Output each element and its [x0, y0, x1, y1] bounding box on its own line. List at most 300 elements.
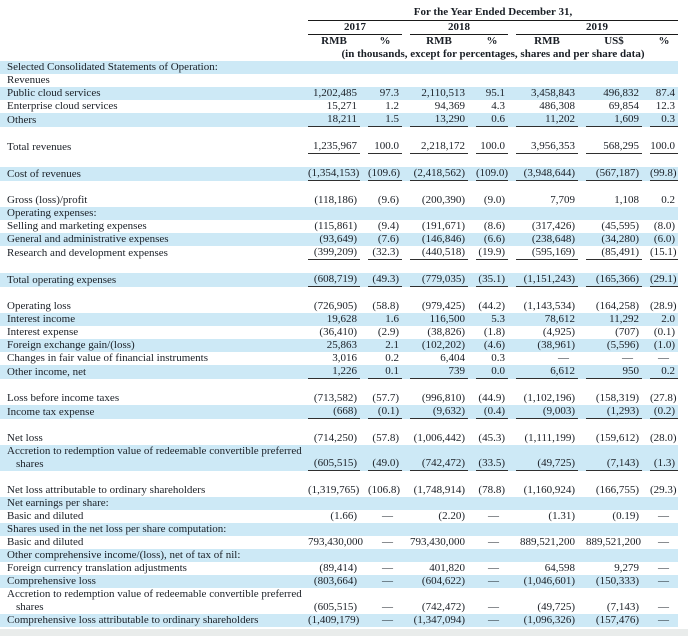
value-cell: (1,409,179) [300, 614, 360, 627]
value-cell: — [658, 601, 669, 613]
row-label: Foreign currency translation adjustments [7, 562, 187, 574]
value-cell: (45,595) [601, 220, 639, 232]
value-cell: (0.2) [642, 405, 678, 419]
value-cell: (146,846) [402, 233, 468, 246]
units-note-row [0, 48, 678, 61]
value-cell: — [360, 614, 402, 627]
table-row [0, 313, 678, 326]
value-cell: — [642, 614, 678, 627]
value-cell: (399,209) [300, 246, 360, 260]
value-cell: — [488, 601, 499, 613]
value-cell: 3,016 [332, 352, 357, 364]
value-cell: (979,425) [421, 300, 465, 312]
value-cell [578, 523, 642, 536]
year-2019-label: 2019 [516, 21, 678, 35]
table-row [0, 61, 678, 74]
value-cell: 0.0 [468, 365, 508, 379]
value-cell: (1,046,601) [508, 575, 578, 588]
value-cell [642, 497, 678, 510]
value-cell: (106.8) [368, 484, 401, 496]
value-cell [578, 207, 642, 220]
value-cell [360, 497, 402, 510]
col-2019-pct-label: % [658, 35, 670, 47]
spacer-cell [0, 127, 678, 140]
header-spacer [0, 48, 300, 61]
value-cell: 0.1 [360, 365, 402, 379]
value-cell [300, 207, 360, 220]
value-cell: (2,418,562) [402, 167, 468, 181]
col-2017-pct-label: % [379, 35, 391, 47]
row-label: Revenues [7, 74, 50, 86]
value-cell: 6,404 [440, 352, 465, 364]
value-cell: (32.3) [360, 246, 402, 260]
value-cell: (3,948,644) [508, 167, 578, 181]
value-cell: (0.1) [653, 326, 675, 338]
value-cell: 0.3 [491, 352, 505, 364]
value-cell: (317,426) [531, 220, 575, 232]
period-title-cell [300, 3, 678, 21]
row-label: Shares used in the net loss per share computation: [0, 523, 300, 536]
row-label: Public cloud services [0, 87, 300, 100]
value-cell: (1,347,094) [402, 614, 468, 627]
value-cell: (33.5) [468, 445, 508, 471]
value-cell [402, 61, 468, 74]
income-statement-table [0, 3, 678, 627]
value-cell [360, 74, 402, 87]
value-cell: 889,521,200 [586, 536, 641, 548]
value-cell [642, 61, 678, 74]
value-cell: (109.0) [468, 167, 508, 181]
value-cell: 1,235,967 [300, 140, 360, 154]
col-2018-rmb [402, 35, 468, 48]
value-cell: 2,110,513 [402, 87, 468, 100]
spacer-cell [0, 419, 678, 432]
value-cell [300, 497, 360, 510]
value-cell: (99.8) [642, 167, 678, 181]
value-cell: (38,826) [427, 326, 465, 338]
value-cell: (1,102,196) [523, 392, 575, 404]
value-cell: (0.4) [468, 405, 508, 419]
value-cell [468, 497, 508, 510]
table-row [0, 432, 678, 445]
value-cell: 64,598 [544, 562, 575, 574]
value-cell: (668) [300, 405, 360, 419]
value-cell [642, 549, 678, 562]
value-cell: — [642, 575, 678, 588]
value-cell: 0.2 [661, 194, 675, 206]
value-cell [300, 549, 360, 562]
value-cell: (36,410) [319, 326, 357, 338]
value-cell [642, 523, 678, 536]
row-label: Comprehensive loss [0, 575, 300, 588]
spacer-cell [0, 260, 678, 273]
value-cell [468, 207, 508, 220]
value-cell [508, 497, 578, 510]
value-cell: (713,582) [313, 392, 357, 404]
value-cell: (1,006,442) [413, 432, 465, 444]
value-cell [360, 61, 402, 74]
row-label: Accretion to redemption value of redeemable convertible preferred shares [0, 445, 300, 471]
value-cell: 4.3 [491, 100, 505, 112]
value-cell: 1,226 [300, 365, 360, 379]
value-cell [402, 549, 468, 562]
value-cell [508, 207, 578, 220]
value-cell: (118,186) [314, 194, 357, 206]
table-row [0, 549, 678, 562]
value-cell: (1,096,326) [508, 614, 578, 627]
row-label: Others [0, 113, 300, 127]
value-cell: — [382, 510, 393, 522]
col-2019-rmb-label: RMB [534, 35, 560, 47]
value-cell: (158,319) [595, 392, 639, 404]
value-cell: 25,863 [300, 339, 360, 352]
year-2017-cell [300, 21, 402, 35]
value-cell: (157,476) [578, 614, 642, 627]
table-row [0, 405, 678, 419]
row-label: Loss before income taxes [7, 392, 120, 404]
spacer-cell [0, 181, 678, 194]
spacer-row [0, 154, 678, 167]
value-cell: (7.6) [360, 233, 402, 246]
value-cell: 18,211 [300, 113, 360, 127]
table-row [0, 167, 678, 181]
value-cell: (2.9) [377, 326, 399, 338]
row-label: Basic and diluted [7, 536, 84, 548]
value-cell: (1.0) [642, 339, 678, 352]
spacer-row [0, 127, 678, 140]
col-2019-usd [578, 35, 642, 48]
value-cell: (1,151,243) [508, 273, 578, 287]
value-cell [360, 523, 402, 536]
year-2017-label: 2017 [308, 21, 402, 35]
value-cell [300, 523, 360, 536]
table-row [0, 87, 678, 100]
value-cell: (57.7) [372, 392, 399, 404]
value-cell [402, 74, 468, 87]
value-cell: 97.3 [360, 87, 402, 100]
table-row [0, 140, 678, 154]
value-cell: (5,596) [578, 339, 642, 352]
value-cell: 3,956,353 [508, 140, 578, 154]
units-note-cell [300, 48, 678, 61]
col-2018-pct [468, 35, 508, 48]
table-row [0, 588, 678, 614]
spacer-row [0, 471, 678, 484]
value-cell: (49,725) [537, 601, 575, 613]
value-cell: 1,108 [614, 194, 639, 206]
value-cell: (166,755) [595, 484, 639, 496]
value-cell: 12.3 [655, 100, 675, 112]
col-2018-rmb-label: RMB [426, 35, 452, 47]
value-cell: (4,925) [542, 326, 575, 338]
value-cell: 9,279 [614, 562, 639, 574]
value-cell [508, 549, 578, 562]
table-row [0, 523, 678, 536]
value-cell: (109.6) [360, 167, 402, 181]
row-label: General and administrative expenses [0, 233, 300, 246]
row-label: Other income, net [0, 365, 300, 379]
value-cell [578, 497, 642, 510]
col-2018-pct-label: % [486, 35, 498, 47]
value-cell: 11,202 [508, 113, 578, 127]
value-cell: — [658, 536, 669, 548]
value-cell: (1,143,534) [523, 300, 575, 312]
value-cell: (8.0) [653, 220, 675, 232]
value-cell: (567,187) [578, 167, 642, 181]
value-cell: 7,709 [550, 194, 575, 206]
table-row [0, 194, 678, 207]
value-cell: 739 [402, 365, 468, 379]
row-label: Total operating expenses [0, 273, 300, 287]
value-cell: (44.9) [478, 392, 505, 404]
value-cell: 5.3 [468, 313, 508, 326]
value-cell [300, 61, 360, 74]
value-cell: 486,308 [539, 100, 575, 112]
value-cell: (1.31) [548, 510, 575, 522]
row-label: Other comprehensive income/(loss), net of tax of nil: [0, 549, 300, 562]
table-row [0, 352, 678, 365]
col-2019-pct [642, 35, 678, 48]
value-cell [402, 497, 468, 510]
value-cell: (742,472) [421, 601, 465, 613]
row-label: Accretion to redemption value of redeemable convertible preferred shares [7, 588, 302, 613]
table-row [0, 510, 678, 523]
year-2019-cell [508, 21, 678, 35]
row-label: Basic and diluted [7, 510, 84, 522]
table-row [0, 562, 678, 575]
value-cell: (29.1) [642, 273, 678, 287]
value-cell: (164,258) [595, 300, 639, 312]
value-cell [468, 61, 508, 74]
value-cell: (15.1) [650, 246, 677, 258]
value-cell: 11,292 [578, 313, 642, 326]
value-cell: (200,390) [421, 194, 465, 206]
value-cell: (0.1) [360, 405, 402, 419]
value-cell: 15,271 [326, 100, 357, 112]
value-cell: (440,518) [402, 246, 468, 260]
value-cell: — [468, 575, 508, 588]
value-cell: (27.8) [650, 392, 677, 404]
col-2019-rmb [508, 35, 578, 48]
value-cell [360, 549, 402, 562]
value-cell: 2,218,172 [402, 140, 468, 154]
table-row [0, 365, 678, 379]
currency-header-row [0, 35, 678, 48]
value-cell: (9,003) [508, 405, 578, 419]
value-cell: (803,664) [300, 575, 360, 588]
value-cell: 69,854 [608, 100, 639, 112]
spacer-row [0, 379, 678, 392]
row-label: Income tax expense [0, 405, 300, 419]
table-row [0, 339, 678, 352]
value-cell: (150,333) [578, 575, 642, 588]
value-cell: (1,354,153) [300, 167, 360, 181]
value-cell: (19.9) [468, 246, 508, 260]
value-cell: — [488, 562, 499, 574]
value-cell: (1,160,924) [523, 484, 575, 496]
value-cell: (38,961) [508, 339, 578, 352]
header-spacer [0, 21, 300, 35]
table-row [0, 74, 678, 87]
spacer-cell [0, 379, 678, 392]
value-cell [578, 61, 642, 74]
row-label: Net loss attributable to ordinary shareholders [7, 484, 206, 496]
value-cell: 100.0 [468, 140, 508, 154]
value-cell [402, 207, 468, 220]
value-cell: (34,280) [578, 233, 642, 246]
spacer-cell [0, 154, 678, 167]
value-cell [508, 523, 578, 536]
value-cell: 401,820 [429, 562, 465, 574]
value-cell [508, 74, 578, 87]
value-cell: (9,632) [402, 405, 468, 419]
value-cell: (49.0) [360, 445, 402, 471]
value-cell: (605,515) [313, 601, 357, 613]
value-cell: (85,491) [578, 246, 642, 260]
value-cell: 889,521,200 [520, 536, 575, 548]
value-cell: (191,671) [421, 220, 465, 232]
row-label: Cost of revenues [0, 167, 300, 181]
bottom-edge-strip [0, 629, 688, 636]
units-note: (in thousands, except for percentages, shares and per share data) [341, 48, 645, 60]
table-row [0, 246, 678, 260]
value-cell: 2.1 [360, 339, 402, 352]
value-cell: — [558, 352, 569, 364]
value-cell: 94,369 [434, 100, 465, 112]
value-cell: 1.2 [385, 100, 399, 112]
table-row [0, 484, 678, 497]
table-row [0, 326, 678, 339]
value-cell: (8.6) [483, 220, 505, 232]
row-label: Net loss [7, 432, 43, 444]
spacer-row [0, 260, 678, 273]
value-cell: (1,293) [578, 405, 642, 419]
table-row [0, 497, 678, 510]
value-cell: 13,290 [402, 113, 468, 127]
value-cell: 568,295 [578, 140, 642, 154]
value-cell [360, 207, 402, 220]
value-cell: (6.0) [642, 233, 678, 246]
table-row [0, 233, 678, 246]
value-cell: (996,810) [421, 392, 465, 404]
row-label: Selected Consolidated Statements of Operation: [0, 61, 300, 74]
value-cell: 3,458,843 [508, 87, 578, 100]
row-label: Net earnings per share: [0, 497, 300, 510]
value-cell: (1.8) [483, 326, 505, 338]
table-row [0, 100, 678, 113]
table-row [0, 113, 678, 127]
value-cell: (742,472) [402, 445, 468, 471]
value-cell: (45.3) [478, 432, 505, 444]
header-spacer [0, 35, 300, 48]
year-header-row [0, 21, 678, 35]
value-cell: 793,430,000 [410, 536, 465, 548]
value-cell: — [382, 562, 393, 574]
row-label: Comprehensive loss attributable to ordinary shareholders [0, 614, 300, 627]
value-cell: — [658, 562, 669, 574]
value-cell: — [382, 601, 393, 613]
col-2017-pct [360, 35, 402, 48]
value-cell [508, 61, 578, 74]
value-cell: 6,612 [508, 365, 578, 379]
spacer-row [0, 287, 678, 300]
value-cell: (93,649) [300, 233, 360, 246]
value-cell [468, 523, 508, 536]
year-2018-cell [402, 21, 508, 35]
value-cell: (608,719) [300, 273, 360, 287]
value-cell: (595,169) [508, 246, 578, 260]
row-label: Research and development expenses [7, 247, 168, 259]
period-header-row [0, 3, 678, 21]
value-cell: (7,143) [578, 445, 642, 471]
value-cell: (2.20) [438, 510, 465, 522]
col-2017-rmb [300, 35, 360, 48]
row-label: Foreign exchange gain/(loss) [0, 339, 300, 352]
value-cell [402, 523, 468, 536]
value-cell: (57.8) [372, 432, 399, 444]
table-row [0, 300, 678, 313]
table-row [0, 445, 678, 471]
value-cell: (604,622) [402, 575, 468, 588]
value-cell: (1,111,199) [524, 432, 575, 444]
value-cell: (1.3) [642, 445, 678, 471]
row-label: Operating expenses: [0, 207, 300, 220]
value-cell: 1.6 [360, 313, 402, 326]
value-cell: — [658, 510, 669, 522]
value-cell: (779,035) [402, 273, 468, 287]
row-label: Total revenues [7, 141, 72, 153]
header-spacer [0, 3, 300, 21]
table-row [0, 207, 678, 220]
table-row [0, 392, 678, 405]
row-label: Interest income [0, 313, 300, 326]
value-cell: (726,905) [313, 300, 357, 312]
value-cell [642, 207, 678, 220]
row-label: Gross (loss)/profit [7, 194, 88, 206]
value-cell: (4.6) [468, 339, 508, 352]
value-cell: (49.3) [360, 273, 402, 287]
value-cell [578, 74, 642, 87]
value-cell: 0.2 [385, 352, 399, 364]
table-row [0, 536, 678, 549]
table-row [0, 220, 678, 233]
period-title: For the Year Ended December 31, [308, 6, 678, 21]
value-cell: — [658, 352, 669, 364]
col-2019-usd-label: US$ [604, 35, 624, 47]
spacer-row [0, 419, 678, 432]
value-cell: 116,500 [402, 313, 468, 326]
value-cell: — [622, 352, 633, 364]
value-cell: (9.6) [377, 194, 399, 206]
value-cell: (1,748,914) [413, 484, 465, 496]
table-row [0, 273, 678, 287]
value-cell: (7,143) [606, 601, 639, 613]
value-cell: (714,250) [313, 432, 357, 444]
value-cell: 100.0 [360, 140, 402, 154]
value-cell: — [468, 614, 508, 627]
row-label: Operating loss [7, 300, 71, 312]
value-cell: 0.6 [468, 113, 508, 127]
year-2018-label: 2018 [410, 21, 508, 35]
value-cell: (159,612) [595, 432, 639, 444]
value-cell: (165,366) [578, 273, 642, 287]
value-cell: (28.9) [650, 300, 677, 312]
value-cell: 100.0 [642, 140, 678, 154]
value-cell: 1,609 [578, 113, 642, 127]
value-cell: 19,628 [300, 313, 360, 326]
value-cell: (115,861) [314, 220, 357, 232]
value-cell: — [488, 536, 499, 548]
